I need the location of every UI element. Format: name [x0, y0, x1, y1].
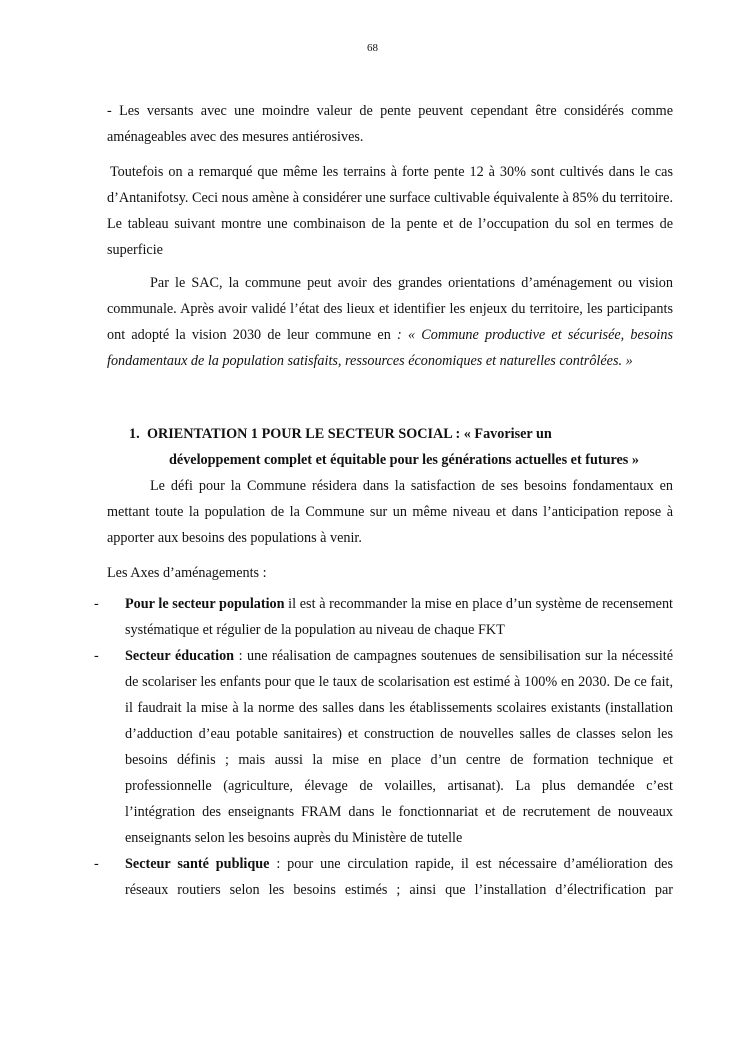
bullet-text: : une réalisation de campagnes soutenues de sensibilisation sur la nécessité de scolariser les enfants pour que le taux de scolarisation est estimé à 100% en 2030. De ce fait, il faudrait la mise à la norme des salles dans les établissements scolaires existants (installation d’adduction d’eau potable sanitaires) et construction de nouvelles salles de classes selon les besoins définis ; mais aussi la mise en place d’un centre de formation technique et professionnelle (agriculture, élevage de volailles, artisanat). La plus demandée c’est l’intégration des enseignants FRAM dans le fonctionnariat et de recrutement de nouveaux enseignants selon les besoins auprès du Ministère de tutelle	[125, 648, 673, 846]
bullet-dash: -	[94, 596, 99, 612]
bullet-text: : pour une circulation rapide, il est nécessaire d’amélioration des réseaux routiers selon les besoins estimés ; ainsi que l’installation d’électrification par	[125, 856, 673, 898]
vision-quote: : « Commune productive et sécurisée, besoins fondamentaux de la population satisfaits, ressources économiques et naturelles contrôlées. »	[107, 327, 673, 369]
bullet-text: il est à recommander la mise en place d’un système de recensement systématique et régulier de la population au niveau de chaque FKT	[125, 596, 673, 638]
heading-line-1: ORIENTATION 1 POUR LE SECTEUR SOCIAL : « Favoriser un	[147, 426, 552, 442]
bullet-label: Secteur éducation	[125, 648, 235, 664]
bullet-label: Secteur santé publique	[125, 856, 270, 872]
bullet-dash: -	[94, 648, 99, 664]
heading-title	[147, 421, 669, 473]
paragraph-challenge: Le défi pour la Commune résidera dans la satisfaction de ses besoins fondamentaux en mettant toute la population de la Commune sur un même niveau et dans l’anticipation repose à apporter aux besoins des populations à venir.	[107, 478, 673, 546]
paragraph-slopes: - Les versants avec une moindre valeur de pente peuvent cependant être considérés comme aménageables avec des mesures antiérosives.	[107, 103, 673, 145]
heading-line-2: développement complet et équitable pour les générations actuelles et futures »	[169, 452, 639, 468]
bullet-health	[94, 851, 673, 903]
bullet-population	[94, 591, 673, 643]
heading-number: 1.	[129, 426, 140, 442]
page-number: 68	[367, 42, 378, 54]
vision-intro-text: Par le SAC, la commune peut avoir des grandes orientations d’aménagement ou vision communale. Après avoir validé l’état des lieux et identifier les enjeux du territoire, les participants ont adopté la vision 2030 de leur commune en	[107, 275, 673, 343]
paragraph-cultivable-surface: Toutefois on a remarqué que même les terrains à forte pente 12 à 30% sont cultivés dans le cas d’Antanifotsy. Ceci nous amène à considérer une surface cultivable équivalente à 85% du territoire. Le tableau suivant montre une combinaison de la pente et de l’occupation du sol en termes de superficie	[107, 164, 673, 258]
axes-title: Les Axes d’aménagements :	[107, 565, 267, 581]
page-body	[94, 98, 673, 903]
section-heading	[107, 421, 673, 473]
bullet-education	[94, 643, 673, 851]
bullet-label: Pour le secteur population	[125, 596, 285, 612]
paragraph-vision	[107, 270, 673, 374]
bullet-dash: -	[94, 856, 99, 872]
